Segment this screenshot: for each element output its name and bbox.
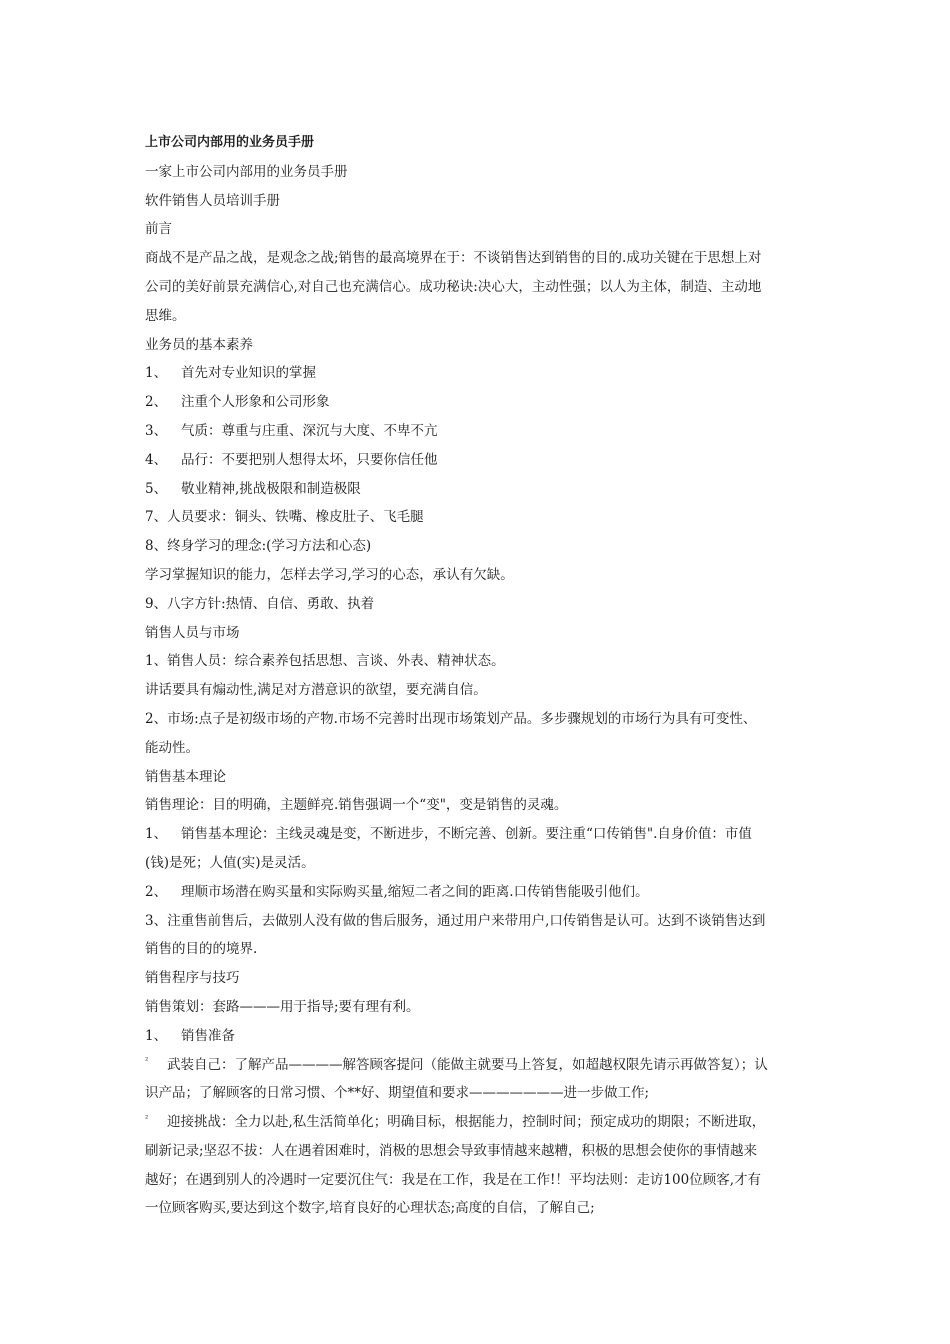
bullet-item: ² 武装自己：了解产品————解答顾客提问（能做主就要马上答复，如超越权限先请示再做答复）；认 (145, 1056, 768, 1073)
manual-name: 软件销售人员培训手册 (145, 192, 280, 209)
qualities-item (145, 475, 810, 504)
theory-item-continued: (钱)是死；人值(实)是灵活。 (145, 854, 315, 871)
bullet-text: 武装自己：了解产品————解答顾客提问（能做主就要马上答复，如超越权限先请示再做答复）；认 (167, 1056, 768, 1073)
bullet-continued: 刷新记录;坚忍不拔：人在遇着困难时，消极的思想会导致事情越来越糟，积极的思想会使你的事情越来 (145, 1142, 758, 1159)
process-item (145, 1022, 810, 1051)
process-heading: 销售程序与技巧 (145, 970, 240, 987)
theory-line: 3、注重售前售后，去做别人没有做的售后服务，通过用户来带用户,口传销售是认可。达到不谈销售达到 (145, 912, 766, 929)
item-text: 销售准备 (181, 1027, 235, 1044)
qualities-item (145, 446, 810, 475)
document-subtitle: 一家上市公司内部用的业务员手册 (145, 163, 348, 180)
item-text: 理顺市场潜在购买量和实际购买量,缩短二者之间的距离.口传销售能吸引他们。 (181, 883, 649, 900)
preface-heading: 前言 (145, 221, 172, 238)
qualities-item (145, 417, 810, 446)
document-title: 上市公司内部用的业务员手册 (145, 135, 315, 150)
bullet-text: 迎接挑战：全力以赴,私生活简单化；明确目标，根据能力，控制时间；预定成功的期限；不断进取， (167, 1114, 766, 1131)
process-plan: 销售策划：套路———用于指导;要有理有利。 (145, 998, 420, 1015)
qualities-line: 9、八字方针:热情、自信、勇敢、执着 (145, 595, 375, 612)
preface-line: 思维。 (145, 307, 186, 324)
market-line: 1、销售人员：综合素养包括思想、言谈、外表、精神状态。 (145, 653, 505, 670)
item-number: 1、 (145, 365, 168, 382)
qualities-line: 学习掌握知识的能力，怎样去学习,学习的心态，承认有欠缺。 (145, 566, 514, 583)
item-number: 3、 (145, 422, 168, 439)
preface-line: 商战不是产品之战，是观念之战;销售的最高境界在于：不谈销售达到销售的目的.成功关键在于思想上对 (145, 250, 762, 267)
item-text: 首先对专业知识的掌握 (181, 365, 316, 382)
theory-item (145, 878, 810, 907)
item-number: 5、 (145, 480, 168, 497)
item-number: 1、 (145, 1027, 168, 1044)
bullet-continued: 一位顾客购买,要达到这个数字,培育良好的心理状态;高度的自信，了解自己; (145, 1200, 595, 1217)
qualities-item (145, 359, 810, 388)
market-line: 能动性。 (145, 739, 199, 756)
market-line: 讲话要具有煽动性,满足对方潜意识的欲望，要充满自信。 (145, 682, 487, 699)
qualities-line: 7、人员要求：铜头、铁嘴、橡皮肚子、飞毛腿 (145, 509, 424, 526)
bullet-continued: 越好；在遇到别人的冷遇时一定要沉住气：我是在工作，我是在工作!！平均法则：走访100位顾客,才有 (145, 1171, 761, 1188)
theory-line: 销售的目的的境界. (145, 941, 258, 958)
preface-line: 公司的美好前景充满信心,对自己也充满信心。成功秘诀:决心大，主动性强；以人为主体，制造、主动地 (145, 278, 762, 295)
bullet-item: ² 迎接挑战：全力以赴,私生活简单化；明确目标，根据能力，控制时间；预定成功的期限；不断进取， (145, 1113, 766, 1131)
item-text: 注重个人形象和公司形象 (181, 394, 330, 411)
qualities-line: 8、终身学习的理念:(学习方法和心态) (145, 538, 372, 555)
item-number: 4、 (145, 451, 168, 468)
qualities-heading: 业务员的基本素养 (145, 336, 253, 353)
item-text: 销售基本理论：主线灵魂是变，不断进步，不断完善、创新。要注重“口传销售".自身价值：市值 (181, 826, 752, 843)
market-heading: 销售人员与市场 (145, 624, 240, 641)
market-line: 2、市场:点子是初级市场的产物.市场不完善时出现市场策划产品。多步骤规划的市场行为具有可变性、 (145, 710, 757, 727)
item-text: 敬业精神,挑战极限和制造极限 (181, 480, 361, 497)
item-text: 品行：不要把别人想得太坏，只要你信任他 (181, 451, 438, 468)
qualities-item (145, 388, 810, 417)
theory-heading: 销售基本理论 (145, 768, 226, 785)
theory-item (145, 820, 810, 849)
item-text: 气质：尊重与庄重、深沉与大度、不卑不亢 (181, 422, 438, 439)
theory-intro: 销售理论：目的明确，主题鲜亮.销售强调一个“变"，变是销售的灵魂。 (145, 797, 568, 814)
bullet-continued: 识产品；了解顾客的日常习惯、个**好、期望值和要求———————进一步做工作; (145, 1085, 650, 1102)
item-number: 1、 (145, 826, 168, 843)
document-body (145, 129, 810, 1223)
item-number: 2、 (145, 883, 168, 900)
item-number: 2、 (145, 394, 168, 411)
